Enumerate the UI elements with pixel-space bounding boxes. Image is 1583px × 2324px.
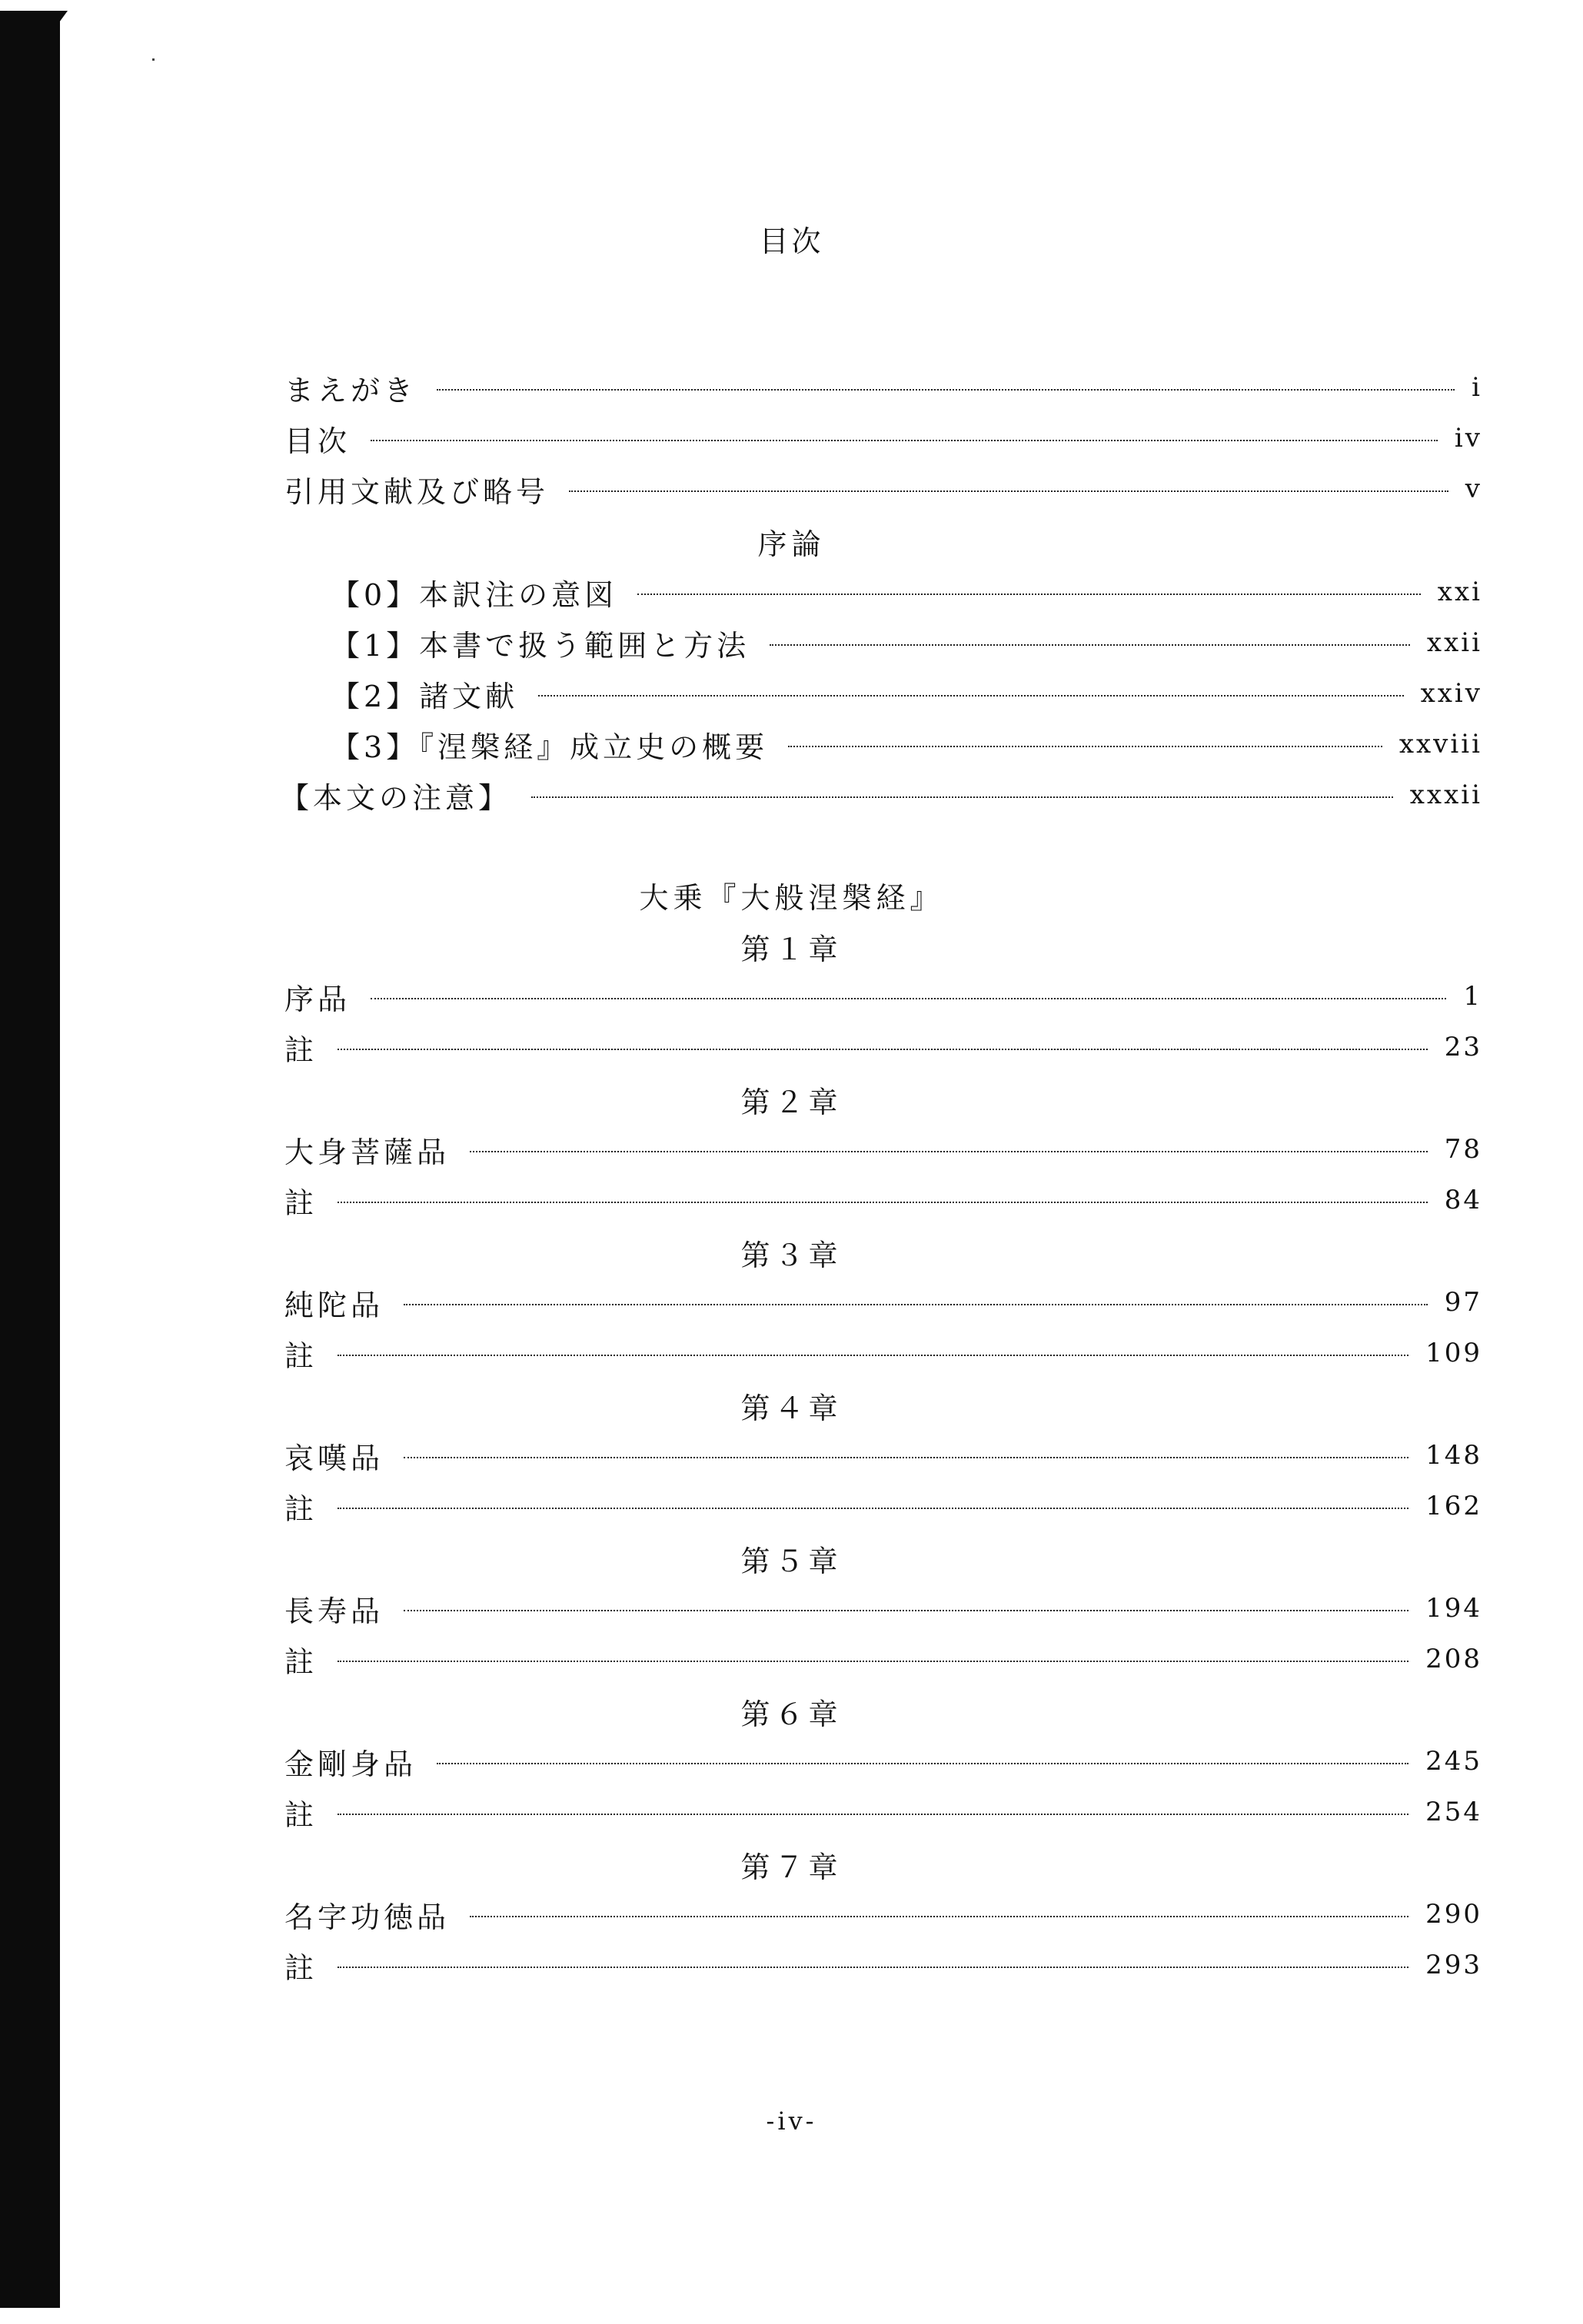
- dot-leader: [637, 593, 1421, 595]
- toc-entry-intro-1[interactable]: [284, 623, 1482, 663]
- scan-binding-notch: [51, 11, 68, 34]
- toc-entry-label: 目次: [284, 424, 351, 458]
- toc-entry-references[interactable]: [284, 469, 1482, 509]
- toc-entry-notes[interactable]: [284, 1486, 1482, 1526]
- toc-entry-label: まえがき: [284, 373, 417, 407]
- toc-entry-label: 【2】諸文献: [331, 679, 519, 713]
- toc-entry-page: 84: [1444, 1185, 1482, 1215]
- dot-leader: [437, 389, 1455, 391]
- toc-entry-page: 208: [1425, 1644, 1482, 1674]
- toc-entry-page: 109: [1425, 1338, 1482, 1368]
- dot-leader: [788, 746, 1382, 747]
- toc-entry-chapter[interactable]: [284, 976, 1482, 1016]
- toc-entry-label: 【3】『涅槃経』成立史の概要: [331, 730, 769, 764]
- chapter-heading: 第６章: [740, 1697, 843, 1731]
- toc-entry-label: 【本文の注意】: [280, 780, 512, 815]
- toc-entry-page: xxi: [1437, 577, 1482, 607]
- toc-entry-notes[interactable]: [284, 1639, 1482, 1679]
- toc-entry-contents[interactable]: [284, 418, 1482, 458]
- toc-entry-page: xxviii: [1398, 729, 1482, 760]
- toc-entry-chapter[interactable]: [284, 1588, 1482, 1628]
- toc-entry-chapter[interactable]: [284, 1435, 1482, 1475]
- dot-leader: [538, 695, 1403, 697]
- chapter-heading: 第５章: [740, 1544, 843, 1578]
- dot-leader: [470, 1151, 1428, 1152]
- dot-leader: [569, 490, 1448, 492]
- toc-entry-label: 金剛身品: [284, 1747, 417, 1781]
- toc-entry-page: 290: [1425, 1899, 1482, 1930]
- scan-speck: [152, 58, 155, 61]
- toc-entry-page: 97: [1444, 1287, 1482, 1318]
- toc-entry-label: 名字功徳品: [284, 1900, 451, 1934]
- toc-entry-label: 引用文献及び略号: [284, 474, 550, 509]
- toc-entry-chapter[interactable]: [284, 1894, 1482, 1934]
- section-heading-introduction: 序論: [757, 527, 826, 561]
- toc-entry-notes[interactable]: [284, 1792, 1482, 1832]
- toc-entry-chapter[interactable]: [284, 1129, 1482, 1169]
- chapter-heading: 第２章: [740, 1086, 843, 1119]
- toc-entry-intro-3[interactable]: [284, 724, 1482, 764]
- toc-entry-notes[interactable]: [284, 1333, 1482, 1373]
- toc-entry-page: 245: [1425, 1746, 1482, 1777]
- toc-entry-label: 【1】本書で扱う範囲と方法: [331, 628, 750, 663]
- page-title: 目次: [759, 224, 824, 258]
- dot-leader: [371, 998, 1446, 999]
- chapter-heading: 第３章: [740, 1238, 843, 1272]
- toc-entry-intro-2[interactable]: [284, 673, 1482, 713]
- toc-entry-chapter[interactable]: [284, 1741, 1482, 1781]
- toc-entry-notes[interactable]: [284, 1027, 1482, 1067]
- toc-entry-page: 148: [1425, 1440, 1482, 1471]
- toc-entry-page: i: [1472, 372, 1482, 403]
- chapter-heading: 第７章: [740, 1850, 843, 1884]
- toc-entry-page: 23: [1444, 1032, 1482, 1062]
- dot-leader: [338, 1202, 1428, 1203]
- toc-entry-label: 【0】本訳注の意図: [331, 577, 618, 612]
- toc-entry-label: 純陀品: [284, 1288, 384, 1322]
- dot-leader: [338, 1355, 1408, 1356]
- toc-entry-page: xxii: [1426, 627, 1482, 658]
- toc-entry-label: 註: [284, 1950, 318, 1985]
- toc-entry-label: 註: [284, 1644, 318, 1679]
- book-title: 大乗『大般涅槃経』: [639, 881, 944, 915]
- toc-entry-label: 註: [284, 1797, 318, 1832]
- toc-entry-page: xxxii: [1409, 780, 1482, 810]
- dot-leader: [404, 1457, 1408, 1458]
- toc-entry-label: 大身菩薩品: [284, 1135, 451, 1169]
- chapter-heading: 第１章: [740, 933, 843, 966]
- dot-leader: [338, 1049, 1428, 1050]
- dot-leader: [371, 440, 1438, 441]
- dot-leader: [338, 1508, 1408, 1509]
- dot-leader: [437, 1763, 1408, 1764]
- dot-leader: [338, 1661, 1408, 1662]
- toc-entry-intro-0[interactable]: [284, 572, 1482, 612]
- toc-entry-label: 註: [284, 1032, 318, 1067]
- toc-entry-page: 194: [1425, 1593, 1482, 1624]
- toc-entry-label: 註: [284, 1491, 318, 1526]
- toc-entry-page: 254: [1425, 1797, 1482, 1827]
- toc-entry-label: 序品: [284, 982, 351, 1016]
- dot-leader: [338, 1814, 1408, 1815]
- toc-entry-page: 293: [1425, 1950, 1482, 1980]
- toc-entry-page: v: [1465, 474, 1482, 504]
- toc-entry-page: 1: [1463, 981, 1482, 1012]
- toc-entry-label: 哀嘆品: [284, 1441, 384, 1475]
- toc-entry-page: 78: [1444, 1134, 1482, 1165]
- toc-entry-chapter[interactable]: [284, 1282, 1482, 1322]
- toc-entry-page: xxiv: [1420, 678, 1482, 709]
- dot-leader: [338, 1967, 1408, 1968]
- dot-leader: [531, 796, 1393, 798]
- toc-entry-label: 註: [284, 1185, 318, 1220]
- dot-leader: [404, 1304, 1428, 1305]
- toc-entry-notes-on-text[interactable]: [280, 775, 1482, 815]
- toc-entry-label: 註: [284, 1338, 318, 1373]
- toc-entry-page: 162: [1425, 1491, 1482, 1521]
- dot-leader: [770, 644, 1410, 646]
- toc-entry-label: 長寿品: [284, 1594, 384, 1628]
- toc-entry-page: iv: [1454, 423, 1482, 454]
- toc-entry-notes[interactable]: [284, 1945, 1482, 1985]
- toc-entry-preface[interactable]: [284, 367, 1482, 407]
- dot-leader: [404, 1610, 1408, 1611]
- page-number-footer: -iv-: [766, 2106, 817, 2136]
- chapter-heading: 第４章: [740, 1391, 843, 1425]
- toc-entry-notes[interactable]: [284, 1180, 1482, 1220]
- dot-leader: [470, 1916, 1408, 1917]
- scan-binding-edge: [0, 11, 60, 2308]
